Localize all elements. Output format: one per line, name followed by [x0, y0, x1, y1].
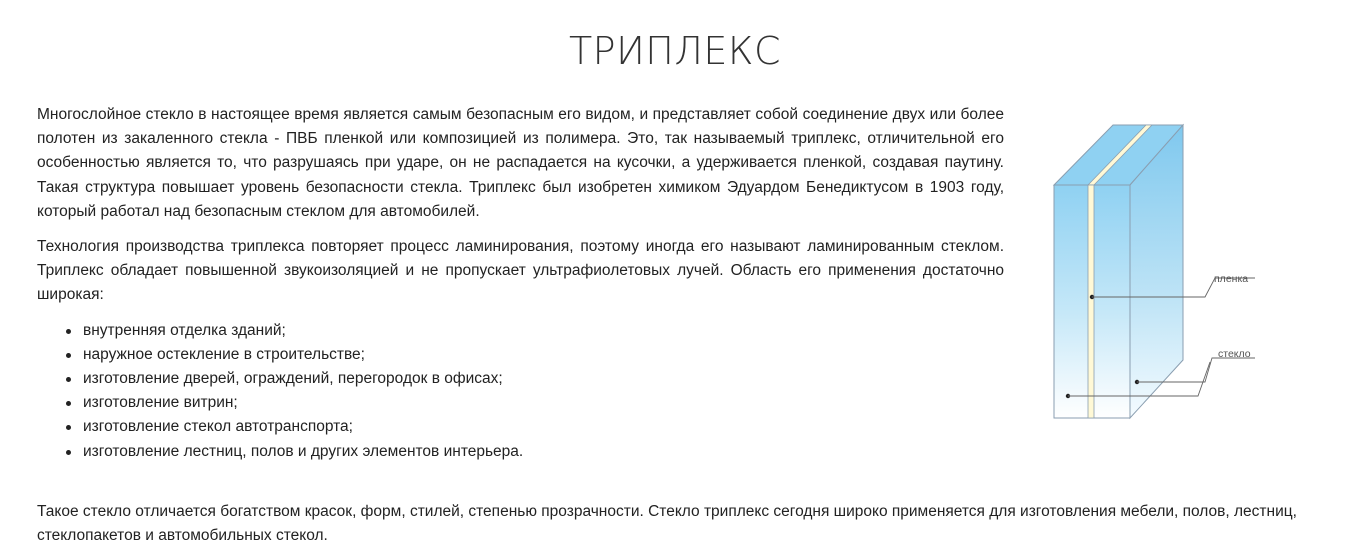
- list-item: изготовление дверей, ограждений, перегородок в офисах;: [83, 367, 1004, 391]
- list-item: наружное остекление в строительстве;: [83, 343, 1004, 367]
- film-front-strip: [1088, 185, 1094, 418]
- page-title: ТРИПЛЕКС: [568, 29, 782, 73]
- triplex-diagram: [1040, 115, 1280, 430]
- film-label: пленка: [1214, 273, 1249, 285]
- triplex-diagram-svg: [1040, 115, 1280, 430]
- list-item: изготовление стекол автотранспорта;: [83, 415, 1004, 439]
- list-item: изготовление витрин;: [83, 391, 1004, 415]
- technology-paragraph: Технология производства триплекса повторяет процесс ламинирования, поэтому иногда его называют ламинированным стеклом. Триплекс обладает повышенной звукоизоляцией и не пропускает ультрафиолетовых лучей. Область его применения достаточно широкая:: [37, 238, 1004, 304]
- glass-label: стекло: [1218, 348, 1251, 360]
- closing-paragraph: Такое стекло отличается богатством красок, форм, стилей, степенью прозрачности. Стекло триплекс сегодня широко применяется для изготовления мебели, полов, лестниц, стеклопакетов и автомобильных стекол.: [37, 503, 1297, 545]
- intro-paragraph: Многослойное стекло в настоящее время является самым безопасным его видом, и представляет собой соединение двух или более полотен из закаленного стекла - ПВБ пленкой или композицией из полимера. Это, так называемый триплекс, отличительной его особенностью является то, что разрушаясь при ударе, он не распадается на кусочки, а удерживается пленкой, создавая паутину. Такая структура повышает уровень безопасности стекла. Триплекс был изобретен химиком Эдуардом Бенедиктусом в 1903 году, который работал над безопасным стеклом для автомобилей.: [37, 106, 1004, 220]
- list-item: внутренняя отделка зданий;: [83, 319, 1004, 343]
- usage-list: [37, 319, 1004, 464]
- article-body: [37, 103, 1004, 475]
- list-item: изготовление лестниц, полов и других элементов интерьера.: [83, 440, 1004, 464]
